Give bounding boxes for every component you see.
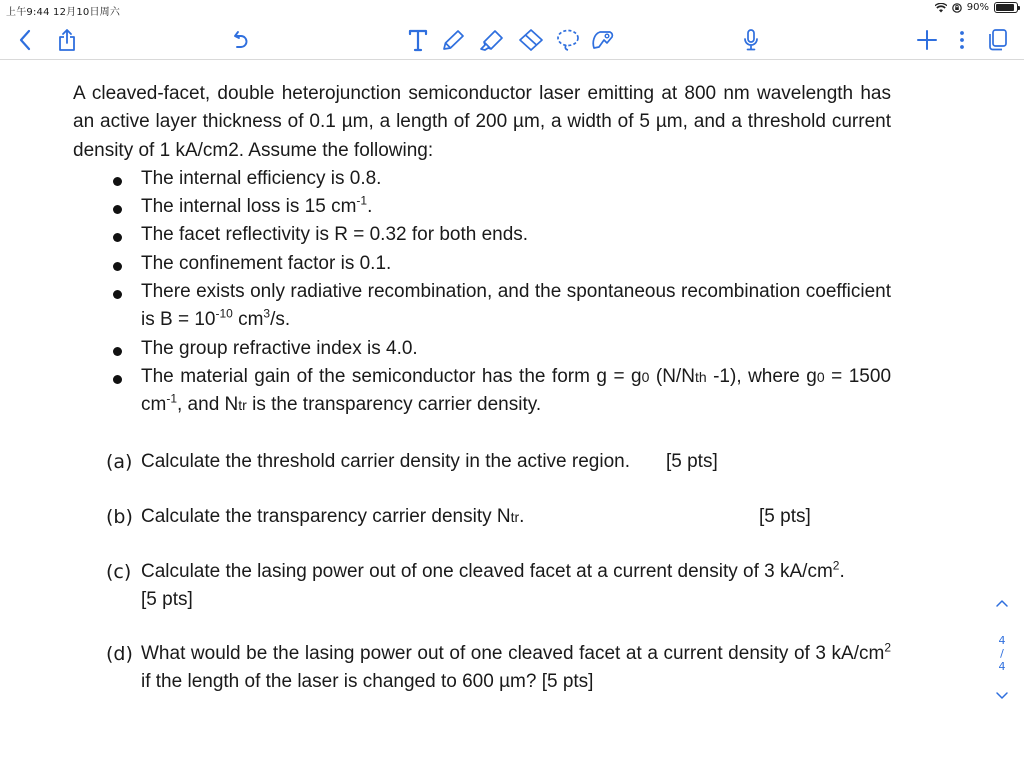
question-text: Calculate the threshold carrier density in the active region. — [141, 451, 630, 472]
list-item-text: The internal efficiency is 0.8. — [141, 167, 382, 189]
image-icon — [590, 28, 616, 52]
orientation-lock-icon — [952, 3, 962, 13]
superscript: -10 — [215, 307, 233, 322]
list-item-text: There exists only radiative recombination, and the spontaneous recombination coefficient is B = 10 — [141, 281, 891, 331]
bullet-dot — [113, 375, 122, 384]
superscript: -1 — [166, 391, 177, 406]
list-item-text: The material gain of the semiconductor has the form g = g — [141, 365, 642, 387]
points-label: [5 pts] — [141, 589, 193, 610]
image-tool-button[interactable] — [588, 25, 618, 55]
list-item-text: cm — [232, 309, 264, 331]
list-item-text: . — [367, 196, 373, 218]
eraser-tool-button[interactable] — [516, 25, 546, 55]
question-label: (d) — [106, 643, 133, 665]
page-separator: / — [1000, 647, 1004, 660]
undo-icon — [231, 29, 251, 51]
bullet-dot — [113, 233, 122, 242]
superscript: 2 — [884, 640, 891, 655]
add-icon — [916, 29, 938, 51]
question-text: Calculate the lasing power out of one cleaved facet at a current density of 3 kA/cm — [141, 561, 833, 582]
wifi-icon — [935, 3, 947, 13]
battery-icon — [994, 2, 1018, 13]
eraser-icon — [518, 28, 544, 52]
highlighter-tool-button[interactable] — [477, 25, 507, 55]
record-audio-button[interactable] — [736, 25, 766, 55]
question-d — [106, 640, 891, 696]
list-item — [73, 363, 891, 420]
question-c — [106, 558, 891, 614]
question-b — [106, 503, 891, 531]
bullet-dot — [113, 347, 122, 356]
bullet-dot — [113, 262, 122, 271]
subscript: tr — [238, 397, 247, 414]
list-item-text: The facet reflectivity is R = 0.32 for both ends. — [141, 224, 529, 246]
list-item-text: The internal loss is 15 cm — [141, 196, 357, 218]
list-item-text: The group refractive index is 4.0. — [141, 337, 418, 359]
bullet-dot — [113, 177, 122, 186]
superscript: -1 — [356, 193, 368, 208]
list-item — [73, 165, 891, 193]
list-item-text: -1), where g — [706, 365, 817, 387]
list-item — [73, 250, 891, 278]
question-text: What would be the lasing power out of one cleaved facet at a current density of 3 kA/cm — [141, 643, 885, 664]
previous-page-button[interactable] — [990, 598, 1014, 614]
points-label: [5 pts] — [759, 506, 811, 527]
text-tool-button[interactable] — [403, 25, 433, 55]
question-text: . — [519, 506, 525, 527]
list-item-text: = 1500 cm — [141, 365, 892, 416]
list-item — [73, 193, 891, 221]
lasso-tool-button[interactable] — [553, 25, 583, 55]
assumption-list — [73, 165, 891, 420]
subscript: 0 — [816, 368, 825, 385]
status-time: 上午9:44 12月10日周六 — [6, 7, 121, 18]
toolbar — [0, 22, 1024, 60]
question-text: . — [839, 561, 845, 582]
pages-button[interactable] — [983, 25, 1013, 55]
document-page[interactable] — [73, 80, 892, 692]
list-item — [73, 278, 891, 335]
problem-intro: A cleaved-facet, double heterojunction semiconductor laser emitting at 800 nm wavelength has an active layer thickness of 0.1 µm, a length of 200 µm, a width of 5 µm, and a threshold current density of 1 kA/cm2. Assume the following: — [73, 83, 891, 161]
pages-icon — [987, 28, 1009, 52]
lasso-icon — [555, 28, 581, 52]
pen-icon — [441, 28, 467, 52]
add-page-button[interactable] — [912, 25, 942, 55]
total-page-count: 4 — [998, 660, 1006, 673]
points-label: [5 pts] — [665, 451, 718, 472]
status-right — [935, 2, 1018, 13]
more-icon — [958, 29, 966, 51]
list-item — [73, 335, 891, 363]
next-page-button[interactable] — [990, 691, 1014, 707]
list-item-text: is the transparency carrier density. — [246, 394, 542, 416]
battery-percent: 90% — [966, 2, 989, 13]
list-item-text: /s. — [270, 309, 291, 331]
share-button[interactable] — [52, 25, 82, 55]
current-page-number: 4 — [998, 634, 1006, 647]
superscript: 3 — [263, 307, 271, 322]
undo-button[interactable] — [226, 25, 256, 55]
bullet-dot — [113, 205, 122, 214]
microphone-icon — [741, 28, 761, 52]
subscript: th — [694, 368, 707, 385]
chevron-up-icon — [995, 598, 1009, 608]
page-navigator — [990, 598, 1014, 708]
superscript: 2 — [832, 558, 840, 573]
list-item — [73, 221, 891, 249]
question-label: (a) — [106, 451, 133, 473]
pen-tool-button[interactable] — [439, 25, 469, 55]
back-button[interactable] — [10, 25, 40, 55]
share-icon — [57, 28, 77, 52]
question-label: (c) — [106, 561, 132, 583]
chevron-down-icon — [995, 691, 1009, 701]
question-label: (b) — [106, 506, 133, 528]
list-item-text: , and N — [177, 394, 239, 416]
list-item-text: The confinement factor is 0.1. — [141, 252, 392, 274]
question-text: if the length of the laser is changed to 600 µm? [5 pts] — [141, 671, 594, 692]
text-tool-icon — [407, 28, 429, 52]
status-bar — [0, 0, 1024, 20]
bullet-dot — [113, 290, 122, 299]
back-icon — [18, 29, 32, 51]
question-text: Calculate the transparency carrier density N — [141, 506, 511, 527]
subscript: 0 — [641, 368, 650, 385]
list-item-text: (N/N — [649, 365, 695, 387]
more-button[interactable] — [947, 25, 977, 55]
question-a — [106, 448, 891, 476]
highlighter-icon — [478, 28, 506, 52]
subscript: tr — [510, 509, 520, 525]
